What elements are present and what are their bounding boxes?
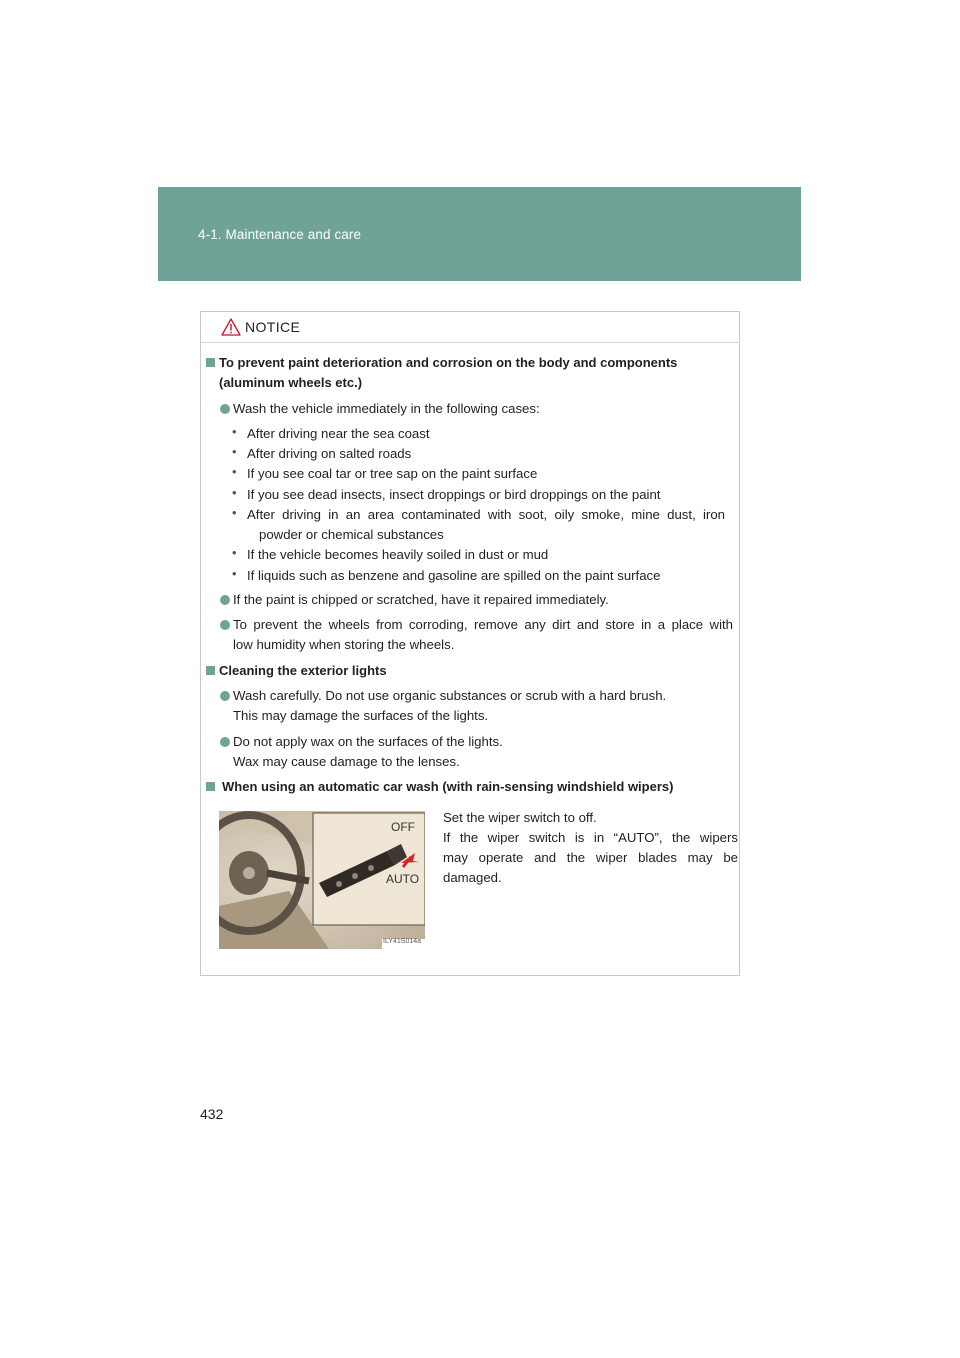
sub-list-item: After driving on salted roads [247,446,412,461]
sub-list-item: After driving near the sea coast [247,426,430,441]
sub-list-item: If you see dead insects, insect droppings or bird droppings on the paint [247,487,661,502]
section-marker-icon [206,782,215,791]
section-marker-icon [206,358,215,367]
list-item: Wash the vehicle immediately in the following cases: [233,401,540,416]
sub-list-item-cont: powder or chemical substances [259,527,444,542]
section-heading: Cleaning the exterior lights [219,663,387,678]
bullet-dot-icon [220,691,230,701]
sub-bullet-icon: • [232,505,237,520]
sub-bullet-icon: • [232,545,237,560]
sub-bullet-icon: • [232,464,237,479]
wiper-switch-illustration [219,811,425,949]
sub-bullet-icon: • [232,566,237,581]
section-marker-icon [206,666,215,675]
warning-triangle-icon [221,318,241,336]
sub-list-item: If liquids such as benzene and gasoline are spilled on the paint surface [247,568,661,583]
section-header-band [158,187,801,281]
image-caption [443,808,738,888]
notice-header [201,312,739,343]
sub-list-item: After driving in an area contaminated with soot, oily smoke, mine dust, iron [247,507,725,522]
page-number: 432 [200,1106,224,1122]
list-item: Do not apply wax on the surfaces of the lights. [233,734,503,749]
list-item-cont: Wax may cause damage to the lenses. [233,754,460,769]
bullet-dot-icon [220,404,230,414]
list-item: To prevent the wheels from corroding, remove any dirt and store in a place with [233,617,733,632]
bullet-dot-icon [220,620,230,630]
section-title: 4-1. Maintenance and care [198,227,362,242]
sub-list-item: If the vehicle becomes heavily soiled in dust or mud [247,547,549,562]
section-heading-cont: (aluminum wheels etc.) [219,375,363,390]
bullet-dot-icon [220,737,230,747]
auto-label: AUTO [386,872,420,886]
bullet-dot-icon [220,595,230,605]
section-heading: When using an automatic car wash (with rain-sensing windshield wipers) [222,779,674,794]
image-code: ILY41S014a [383,938,422,945]
sub-bullet-icon: • [232,444,237,459]
caption-line: damaged. [443,870,502,885]
notice-title: NOTICE [245,319,301,335]
sub-list-item: If you see coal tar or tree sap on the paint surface [247,466,538,481]
list-item-cont: This may damage the surfaces of the lights. [233,708,489,723]
sub-bullet-icon: • [232,485,237,500]
list-item: If the paint is chipped or scratched, have it repaired immediately. [233,592,609,607]
caption-line: Set the wiper switch to off. [443,810,597,825]
caption-line: may operate and the wiper blades may be [443,850,738,865]
section-heading: To prevent paint deterioration and corrosion on the body and components [219,355,678,370]
list-item: Wash carefully. Do not use organic substances or scrub with a hard brush. [233,688,667,703]
list-item-cont: low humidity when storing the wheels. [233,637,455,652]
sub-bullet-icon: • [232,424,237,439]
off-label: OFF [391,820,415,834]
caption-line: If the wiper switch is in “AUTO”, the wipers [443,830,738,845]
